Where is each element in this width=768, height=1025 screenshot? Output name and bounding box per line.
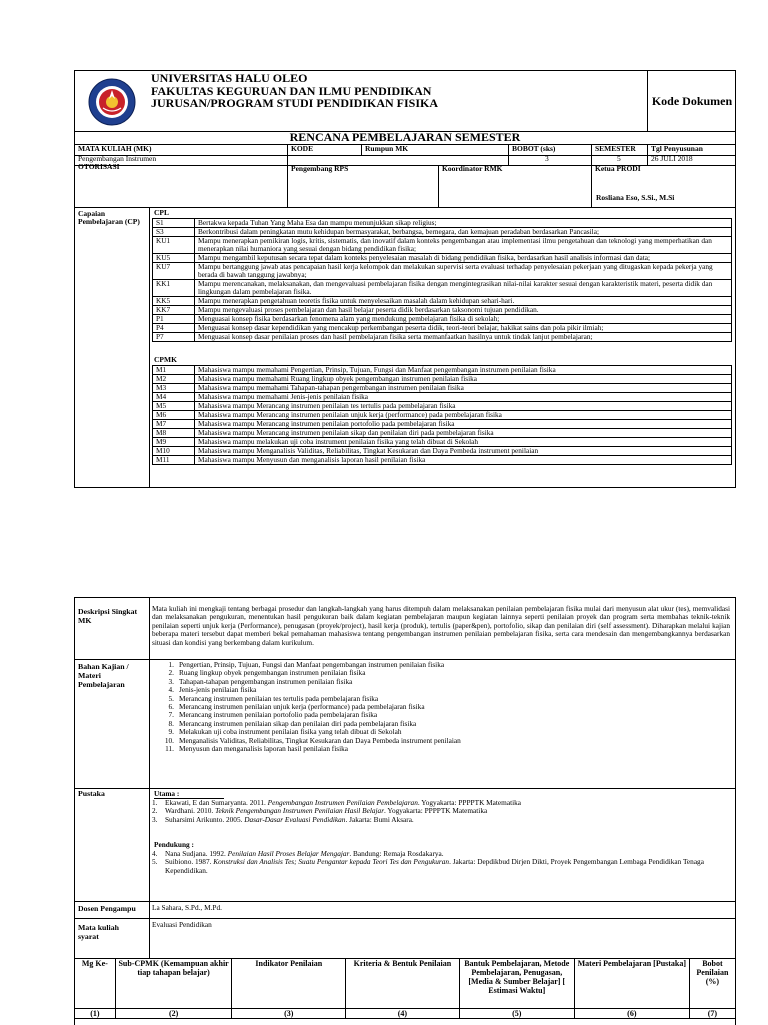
reference-item [152, 816, 730, 824]
cpmk-list [152, 365, 732, 465]
cpmk-item-code: M3 [153, 384, 195, 392]
cpmk-item-text: Mahasiswa mampu Merancang instrumen penilaian unjuk kerja (performance) pada pembelajaran fisika [198, 410, 502, 419]
bahan-label: Bahan Kajian / Materi Pembelajaran [78, 662, 129, 689]
cpmk-item-text: Mahasiswa mampu Merancang instrumen penilaian sikap dan penilaian diri pada pembelajaran fisika [198, 428, 494, 437]
bobot-label: BOBOT (sks) [512, 144, 556, 153]
cpmk-item-text: Mahasiswa mampu memahami Ruang lingkup obyek pengembangan instrumen penilaian fisika [198, 374, 478, 383]
mk-label: MATA KULIAH (MK) [78, 144, 152, 153]
reference-item [152, 858, 730, 875]
table-header-cell: Materi Pembelajaran [Pustaka] [574, 959, 689, 1009]
cpl-item-text: Menguasai konsep dasar kependidikan yang mencakup perkembangan peserta didik, teori-teori belajar, hakikat sains dan pola pikir ilmiah; [198, 323, 604, 332]
cpl-item-text: Menguasai konsep dasar penilaian proses dan hasil pembelajaran fisika serta memanfaatkan hasilnya untuk tindak lanjut pembelajaran; [198, 332, 593, 341]
cpmk-item-text: Mahasiswa mampu memahami Tahapan-tahapan pengembangan instrumen penilaian fisika [198, 383, 464, 392]
bahan-item-number: 3. [168, 676, 174, 686]
cpmk-item-code: M4 [153, 393, 195, 401]
bahan-item-text: Jenis-jenis penilaian fisika [179, 685, 257, 695]
reference-number: 5. [152, 857, 158, 867]
reference-title: Konstruksi dan Analisis Tes; Suatu Pengantar kepada Teori Tes dan Pengukuran [213, 857, 450, 867]
cpl-item-text: Mampu mengambil keputusan secara tepat dalam konteks penyelesaian masalah di bidang pendidikan fisika, berdasarkan hasil analisis informasi dan data; [198, 253, 651, 262]
cpl-item-text: Mampu mengevaluasi proses pembelajaran dan hasil belajar peserta didik berdasarkan taksonomi tujuan pendidikan. [198, 305, 539, 314]
department-name: JURUSAN/PROGRAM STUDI PENDIDIKAN FISIKA [151, 96, 439, 110]
reference-title: Pengembangan Instrumen Penilaian Pembelajaran [267, 798, 418, 807]
reference-number: 2. [152, 806, 158, 816]
table-number-cell: (6) [574, 1009, 689, 1019]
cpl-item-code: KK5 [153, 297, 195, 305]
rps-details-block [74, 597, 736, 1025]
dosen-value: La Sahara, S.Pd., M.Pd. [152, 903, 222, 912]
cpl-item-code: KU1 [153, 237, 195, 253]
cpl-item-text: Mampu menerapkan pengetahuan teoretis fisika untuk menyelesaikan masalah dalam kehidupan sehari-hari. [198, 296, 515, 305]
cpmk-item-text: Mahasiswa mampu Menganalisis Validitas, Reliabilitas, Tingkat Kesukaran dan Daya Pembeda instrument penilaian [198, 446, 539, 455]
bahan-item-number: 2. [168, 668, 174, 678]
cpl-item-code: KU7 [153, 263, 195, 279]
bahan-item-text: Menganalisis Validitas, Reliabilitas, Tingkat Kesukaran dan Daya Pembeda instrument penilaian [179, 735, 461, 745]
cpl-item-text: Mampu merencanakan, melaksanakan, dan mengevaluasi pembelajaran fisika dengan mengintegrasikan nilai-nilai karakter sesuai dengan karakteristik materi, peserta didik dan lingkungan dalam pembelajaran fisika. [198, 279, 713, 296]
cpmk-item-code: M10 [153, 447, 195, 455]
cpmk-item-code: M5 [153, 402, 195, 410]
cpl-item [153, 333, 731, 341]
reference-author: Nana Sudjana. 1992. [165, 849, 228, 858]
reference-number: 1. [152, 798, 158, 807]
cpl-item-code: KK1 [153, 280, 195, 296]
cpmk-item-code: M2 [153, 375, 195, 383]
cpmk-item-text: Mahasiswa mampu memahami Pengertian, Prinsip, Tujuan, Fungsi dan Manfaat pengembangan instrumen penilaian fisika [198, 365, 556, 374]
cpl-label: CPL [154, 208, 169, 217]
bahan-item-number: 7. [168, 710, 174, 720]
reference-title: Teknik Pengembangan Instrumen Penilaian Hasil Belajar [215, 806, 385, 816]
university-logo [81, 77, 143, 127]
table-header-cell: Bantuk Pembelajaran, Metode Pembelajaran, Penugasan, [Media & Sumber Belajar] [ Estimasi Waktu] [459, 959, 574, 1009]
bahan-item-text: Tahapan-tahapan pengembangan instrumen penilaian fisika [179, 676, 353, 686]
cp-label: Capaian Pembelajaran (CP) [78, 209, 140, 226]
reference-text [165, 816, 414, 824]
cpl-item-text: Mampu bertanggung jawab atas pencapaian hasil kerja kelompok dan melakukan supervisi serta evaluasi terhadap penyelesaian pekerjaan yang ditugaskan kepada pekerja yang berada di bawah tanggung jawabnya; [198, 262, 713, 279]
cpmk-item-text: Mahasiswa mampu melakukan uji coba instrument penilaian fisika yang telah dibuat di Sekolah [198, 437, 479, 446]
cpl-item-code: KU5 [153, 254, 195, 262]
institution-names [151, 72, 438, 110]
deskripsi-text: Mata kuliah ini mengkaji tentang berbagai prosedur dan langkah-langkah yang harus ditempuh dalam melaksanakan penilaian pembelajaran fisika mulai dari menyusun alat ukur (tes), memvalidasi dan melaksanakan pengukuran, menentukan hasil pengukuran baik dalam kegiatan pembelajaran maupun kegiatan lainnya seperti penilaian proyek dan program serta membahas teknik-teknik penilaian seperti unjuk kerja (Performance), penugasan (proyek/project), hasil kerja (produk), tertulis (paper&pen), portofolio, sikap dan penilaian diri (self assessment). Diharapkan melalui kajian beberapa materi tersebut dapat memberi bekal pemahaman mahasiswa tentang pengembangan instrumen penilaian pembelajaran fisika, serta cara mendesain dan mengembangkannya berdasarkan situasi dan kondisi yang berkembang dalam kurikulum. [152, 604, 730, 647]
bahan-item-number: 4. [168, 685, 174, 695]
kode-label: KODE [291, 144, 314, 153]
cpl-item-code: KK7 [153, 306, 195, 314]
pustaka-label: Pustaka [78, 789, 105, 798]
bahan-item-text: Pengertian, Prinsip, Tujuan, Fungsi dan Manfaat pengembangan instrumen penilaian fisika [179, 660, 445, 669]
bahan-item-number: 5. [168, 693, 174, 703]
table-header-cell: Sub-CPMK (Kemampuan akhir tiap tahapan belajar) [115, 959, 232, 1009]
ketua-label: Ketua PRODI [595, 164, 641, 173]
reference-author: Wardhani. 2010. [165, 806, 216, 816]
bahan-item-number: 8. [168, 718, 174, 728]
bobot-value: 3 [545, 154, 549, 163]
cpmk-item-code: M9 [153, 438, 195, 446]
table-header-cell: Indikator Penilaian [232, 959, 346, 1009]
cpl-item [153, 237, 731, 254]
cpl-item-text: Menguasai konsep fisika berdasarkan fenomena alam yang mendukung pembelajaran fisika di sekolah; [198, 314, 500, 323]
bahan-item-text: Merancang instrumen penilaian tes tertulis pada pembelajaran fisika [179, 693, 379, 703]
cpl-item-code: P7 [153, 333, 195, 341]
cpmk-item-code: M6 [153, 411, 195, 419]
dosen-label: Dosen Pengampu [78, 904, 136, 913]
rumpun-label: Rumpun MK [365, 144, 409, 153]
institution-header [75, 71, 735, 132]
bahan-item-number: 9. [168, 727, 174, 737]
bahan-item-text: Ruang lingkup obyek pengembangan instrumen penilaian fisika [179, 668, 366, 678]
table-header-cell: Bobot Penilaian (%) [689, 959, 735, 1009]
koordinator-label: Koordinator RMK [442, 164, 503, 173]
bahan-item-text: Merancang instrumen penilaian portofolio pada pembelajaran fisika [179, 710, 378, 720]
cpl-item [153, 280, 731, 297]
table-number-cell: (3) [232, 1009, 346, 1019]
reference-author: Ekawati, E dan Sumaryanta. 2011. [165, 798, 268, 807]
cpmk-item-text: Mahasiswa mampu memahami Jenis-jenis penilaian fisika [198, 392, 369, 401]
table-number-cell: (4) [346, 1009, 460, 1019]
semester-label: SEMESTER [595, 144, 636, 153]
otorisasi-label: OTORISASI [78, 162, 120, 171]
faculty-name: FAKULTAS KEGURUAN DAN ILMU PENDIDIKAN [151, 83, 432, 98]
bahan-item-number: 10. [164, 735, 174, 745]
cpmk-item-text: Mahasiswa mampu Merancang instrumen penilaian tes tertulis pada pembelajaran fisika [198, 401, 456, 410]
table-number-row [75, 1009, 736, 1019]
reference-author: Suharsimi Arikunto. 2005. [165, 814, 245, 824]
reference-publisher: . Yogyakarta: PPPPTK Matematika [384, 806, 488, 816]
bahan-item [152, 745, 712, 753]
utama-label: Utama : [154, 790, 224, 799]
cpl-item-text: Mampu menerapkan pemikiran logis, kritis, sistematis, dan inovatif dalam konteks pengembangan atau implementasi ilmu pengetahuan dan teknologi yang memperhatikan dan menerapkan nilai humaniora yang sesuai dengan bidang pendidikan fisika; [198, 236, 712, 253]
syarat-value: Evaluasi Pendidikan [152, 920, 212, 929]
cpl-item-code: S1 [153, 219, 195, 227]
cpmk-item-code: M8 [153, 429, 195, 437]
tgl-label: Tgl Penyusunan [651, 144, 703, 153]
cpl-item-text: Bertakwa kepada Tuhan Yang Maha Esa dan mampu menunjukkan sikap religius; [198, 218, 437, 227]
reference-publisher: . Yogyakarta: PPPPTK Matematika [417, 798, 522, 807]
table-header-row [75, 959, 736, 1009]
cpl-item-code: P4 [153, 324, 195, 332]
doc-code-label: Kode Dokumen [647, 71, 736, 131]
cpl-item-text: Berkontribusi dalam peningkatan mutu kehidupan bermasyarakat, berbangsa, bernegara, dan kemajuan peradaban berdasarkan Pancasila; [198, 227, 599, 236]
table-number-cell: (1) [75, 1009, 116, 1019]
pendukung-list [152, 850, 730, 875]
cpl-item-code: S3 [153, 228, 195, 236]
pengembang-label: Pengembang RPS [291, 164, 349, 173]
bahan-item-text: Menyusun dan menganalisis laporan hasil penilaian fisika [179, 744, 349, 754]
reference-publisher: . Jakarta: Depdikbud Dirjen Dikti, Proyek Pengembangan Lembaga Pendidikan Tenaga Kependidikan. [165, 857, 704, 875]
table-number-cell: (2) [115, 1009, 232, 1019]
rps-header-block [74, 70, 736, 488]
bahan-item-text: Melakukan uji coba instrument penilaian fisika yang telah dibuat di Sekolah [179, 727, 402, 737]
tgl-value: 26 JULI 2018 [651, 154, 693, 163]
table-number-cell: (5) [459, 1009, 574, 1019]
utama-list [152, 799, 730, 824]
deskripsi-label: Deskripsi Singkat MK [78, 607, 138, 625]
bahan-list [152, 661, 712, 753]
table-header-cell: Kriteria & Bentuk Penilaian [346, 959, 460, 1009]
reference-publisher: . Bandung: Remaja Rosdakarya. [349, 849, 444, 858]
bahan-item-number: 6. [168, 702, 174, 712]
reference-publisher: . Jakarta: Bumi Aksara. [345, 814, 414, 824]
reference-text [165, 858, 730, 875]
bahan-item-number: 1. [168, 660, 174, 669]
cpmk-item-text: Mahasiswa mampu Menyusun dan menganalisis laporan hasil penilaian fisika [198, 455, 426, 464]
cpmk-item-code: M7 [153, 420, 195, 428]
bahan-item-number: 11. [165, 744, 174, 754]
reference-title: Penilaian Hasil Proses Belajar Mengajar [227, 849, 350, 858]
university-name: UNIVERSITAS HALU OLEO [151, 71, 308, 85]
table-number-cell: (7) [689, 1009, 735, 1019]
weekly-plan-table [74, 958, 736, 1019]
reference-number: 4. [152, 849, 158, 858]
cpl-item [153, 263, 731, 280]
bahan-item-text: Merancang instrumen penilaian sikap dan penilaian diri pada pembelajaran fisika [179, 718, 417, 728]
cpmk-label: CPMK [154, 355, 177, 364]
ketua-name: Rosliana Eso, S.Si., M.Si [596, 193, 675, 202]
pendukung-label: Pendukung : [154, 840, 194, 849]
syarat-label: Mata kuliah syarat [78, 923, 119, 941]
semester-value: 5 [617, 154, 621, 163]
reference-number: 3. [152, 814, 158, 824]
cpmk-item-code: M11 [153, 456, 195, 464]
cpmk-item [153, 456, 731, 464]
cpl-list [152, 218, 732, 342]
reference-author: Suibiono. 1987. [165, 857, 214, 867]
cpmk-item-code: M1 [153, 366, 195, 374]
cpl-item-code: P1 [153, 315, 195, 323]
mk-value: Pengembangan Instrumen [78, 154, 157, 163]
table-header-cell: Mg Ke- [75, 959, 116, 1009]
rps-title: RENCANA PEMBELAJARAN SEMESTER [75, 131, 735, 145]
bahan-item-text: Merancang instrumen penilaian unjuk kerja (performance) pada pembelajaran fisika [179, 702, 425, 712]
cpmk-item-text: Mahasiswa mampu Merancang instrumen penilaian portofolio pada pembelajaran fisika [198, 419, 455, 428]
reference-title: Dasar-Dasar Evaluasi Pendidikan [244, 814, 346, 824]
